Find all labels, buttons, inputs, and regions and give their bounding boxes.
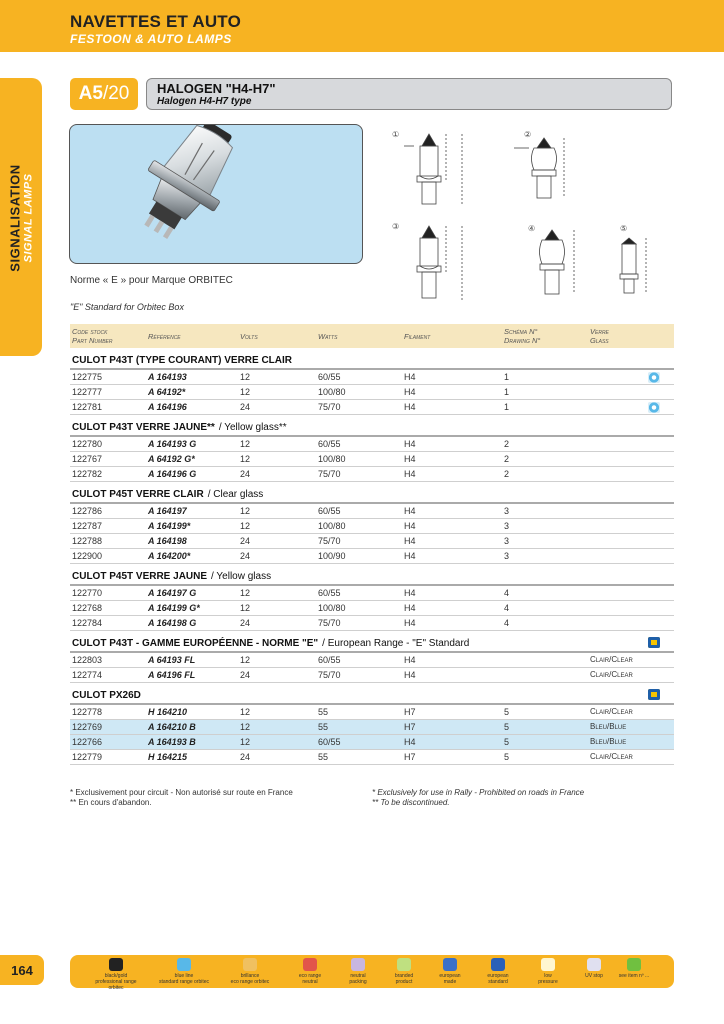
filament-cell: H4 xyxy=(404,521,416,531)
brillance-icon xyxy=(243,958,257,971)
section-title: CULOT P43T (TYPE COURANT) VERRE CLAIR xyxy=(72,355,293,366)
legend-label-2: standard xyxy=(488,979,508,985)
legend-label-2: standard range orbitec xyxy=(158,979,210,985)
drawing-number-cell: 1 xyxy=(504,402,510,412)
watts-cell: 75/70 xyxy=(318,536,341,546)
table-row xyxy=(70,653,674,668)
reference-cell: H 164215 xyxy=(148,752,188,762)
table-row xyxy=(70,467,674,482)
table-row xyxy=(70,504,674,519)
section-header xyxy=(70,564,674,586)
watts-cell: 100/80 xyxy=(318,387,346,397)
page-title: NAVETTES ET AUTO xyxy=(70,12,242,31)
drawing-number-cell: 2 xyxy=(504,469,510,479)
side-tab-sublabel: SIGNAL LAMPS xyxy=(22,173,35,263)
section-title: CULOT P45T VERRE JAUNE xyxy=(72,571,208,582)
part-number-cell: 122786 xyxy=(72,506,103,516)
part-number-cell: 122770 xyxy=(72,588,103,598)
part-number-cell: 122784 xyxy=(72,618,103,628)
table-header xyxy=(70,324,674,348)
legend-label-1: eco range xyxy=(298,973,322,979)
drawing-number-2: ② xyxy=(524,130,532,139)
drawing-number-cell: 3 xyxy=(504,506,510,516)
blueline-icon xyxy=(177,958,191,971)
table-row xyxy=(70,370,674,385)
legend-label-2: made xyxy=(443,979,457,985)
reference-cell: A 164193 xyxy=(148,372,187,382)
norm-text-en: "E" Standard for Orbitec Box xyxy=(70,302,184,312)
legend-label-2: neutral xyxy=(302,979,318,985)
table-body xyxy=(70,348,674,765)
volts-cell: 12 xyxy=(240,707,251,717)
watts-cell: 60/55 xyxy=(318,737,341,747)
drawing-number-5: ⑤ xyxy=(620,224,628,233)
header-ref: Référence xyxy=(148,332,181,341)
part-number-cell: 122779 xyxy=(72,752,103,762)
section-title: CULOT P45T VERRE CLAIR xyxy=(72,489,204,500)
drawing-number-3: ③ xyxy=(392,222,400,231)
header-drawing-en: Drawing N° xyxy=(504,336,541,345)
reference-cell: A 64192* xyxy=(148,387,186,397)
part-number-cell: 122767 xyxy=(72,454,103,464)
glass-cell: Bleu/Blue xyxy=(590,737,627,746)
part-number-cell: 122766 xyxy=(72,737,103,747)
drawing-number-cell: 2 xyxy=(504,454,510,464)
table-row xyxy=(70,668,674,683)
section-title: CULOT P43T - GAMME EUROPÉENNE - NORME "E" xyxy=(72,638,319,649)
legend-item xyxy=(470,958,526,985)
volts-cell: 24 xyxy=(240,551,251,561)
legend-label-1: black/gold xyxy=(104,973,128,979)
filament-cell: H7 xyxy=(404,722,416,732)
low-icon xyxy=(541,958,555,971)
filament-cell: H4 xyxy=(404,454,416,464)
technical-drawing-diagram xyxy=(384,126,674,306)
blue-line-icon xyxy=(648,372,660,383)
watts-cell: 75/70 xyxy=(318,618,341,628)
product-title-bar xyxy=(146,78,672,110)
table-row xyxy=(70,705,674,720)
legend-label-1: see item nº ... xyxy=(618,973,650,979)
watts-cell: 55 xyxy=(318,752,329,762)
halogen-bulb-image xyxy=(70,125,363,264)
watts-cell: 100/90 xyxy=(318,551,346,561)
part-number-cell: 122769 xyxy=(72,722,103,732)
drawing-number-cell: 2 xyxy=(504,439,510,449)
glass-cell: Clair/Clear xyxy=(590,655,633,664)
filament-cell: H4 xyxy=(404,551,416,561)
watts-cell: 60/55 xyxy=(318,439,341,449)
filament-cell: H4 xyxy=(404,439,416,449)
watts-cell: 100/80 xyxy=(318,521,346,531)
table-row xyxy=(70,586,674,601)
code-slash: / xyxy=(102,83,109,104)
watts-cell: 60/55 xyxy=(318,372,341,382)
filament-cell: H4 xyxy=(404,372,416,382)
header-drawing-fr: Schéma N° xyxy=(504,327,538,336)
legend-item xyxy=(88,958,144,991)
volts-cell: 12 xyxy=(240,439,251,449)
legend-label-2: pressure xyxy=(538,979,558,985)
volts-cell: 12 xyxy=(240,387,251,397)
section-title: CULOT PX26D xyxy=(72,690,141,701)
filament-cell: H4 xyxy=(404,655,416,665)
filament-cell: H4 xyxy=(404,506,416,516)
reference-cell: A 64196 FL xyxy=(148,670,196,680)
table-row xyxy=(70,534,674,549)
volts-cell: 24 xyxy=(240,670,251,680)
eco-icon xyxy=(303,958,317,971)
volts-cell: 24 xyxy=(240,469,251,479)
technical-drawings xyxy=(384,126,674,306)
section-title: CULOT P43T VERRE JAUNE** xyxy=(72,422,215,433)
section-header xyxy=(70,631,674,653)
page-subtitle: FESTOON & AUTO LAMPS xyxy=(70,32,232,46)
legend-item xyxy=(606,958,662,979)
drawing-number-cell: 1 xyxy=(504,387,510,397)
volts-cell: 12 xyxy=(240,506,251,516)
note-en-2: ** To be discontinued. xyxy=(372,798,450,807)
header-filament: Filament xyxy=(404,332,431,341)
header-band xyxy=(0,0,724,52)
reference-cell: A 164193 B xyxy=(148,737,196,747)
reference-cell: H 164210 xyxy=(148,707,188,717)
reference-cell: A 164198 xyxy=(148,536,187,546)
watts-cell: 100/80 xyxy=(318,454,346,464)
uv-icon xyxy=(587,958,601,971)
reference-cell: A 64193 FL xyxy=(148,655,196,665)
part-number-cell: 122774 xyxy=(72,670,103,680)
section-header xyxy=(70,482,674,504)
part-number-cell: 122803 xyxy=(72,655,103,665)
drawing-number-cell: 4 xyxy=(504,603,510,613)
table-row xyxy=(70,601,674,616)
legend-label-2: product xyxy=(395,979,413,985)
filament-cell: H4 xyxy=(404,536,416,546)
volts-cell: 24 xyxy=(240,402,251,412)
volts-cell: 24 xyxy=(240,752,251,762)
volts-cell: 12 xyxy=(240,454,251,464)
filament-cell: H7 xyxy=(404,707,416,717)
part-number-cell: 122778 xyxy=(72,707,103,717)
part-number-cell: 122781 xyxy=(72,402,103,412)
header-code-fr: Code stock xyxy=(72,327,108,336)
volts-cell: 12 xyxy=(240,737,251,747)
watts-cell: 75/70 xyxy=(318,670,341,680)
neutral-icon xyxy=(351,958,365,971)
part-number-cell: 122780 xyxy=(72,439,103,449)
watts-cell: 55 xyxy=(318,722,329,732)
glass-cell: Bleu/Blue xyxy=(590,722,627,731)
side-tab-label: SIGNALISATION xyxy=(7,164,23,272)
volts-cell: 24 xyxy=(240,536,251,546)
filament-cell: H4 xyxy=(404,469,416,479)
reference-cell: A 164193 G xyxy=(148,439,197,449)
legend-item xyxy=(222,958,278,985)
european-standard-icon xyxy=(648,637,660,648)
note-fr-1: * Exclusivement pour circuit - Non autorisé sur route en France xyxy=(70,788,293,797)
reference-cell: A 164196 xyxy=(148,402,187,412)
header-watts: Watts xyxy=(318,332,338,341)
product-photo xyxy=(69,124,363,264)
table-row xyxy=(70,400,674,415)
header-glass-fr: Verre xyxy=(590,327,609,336)
filament-cell: H4 xyxy=(404,402,416,412)
reference-cell: A 164197 xyxy=(148,506,187,516)
product-code-suffix: 20 xyxy=(108,83,130,104)
eurostd-icon xyxy=(491,958,505,971)
reference-cell: A 64192 G* xyxy=(148,454,195,464)
drawing-number-cell: 5 xyxy=(504,737,510,747)
drawing-number-cell: 5 xyxy=(504,707,510,717)
drawing-number-cell: 5 xyxy=(504,752,510,762)
header-volts: Volts xyxy=(240,332,258,341)
filament-cell: H7 xyxy=(404,752,416,762)
section-title-en: / Yellow glass xyxy=(211,571,272,582)
item-icon xyxy=(627,958,641,971)
european-standard-icon xyxy=(648,689,660,700)
reference-cell: A 164198 G xyxy=(148,618,197,628)
glass-cell: Clair/Clear xyxy=(590,670,633,679)
note-en-1: * Exclusively for use in Rally - Prohibited on roads in France xyxy=(372,788,585,797)
part-number-cell: 122787 xyxy=(72,521,103,531)
reference-cell: A 164196 G xyxy=(148,469,197,479)
product-code-prefix: A5 xyxy=(78,83,103,104)
filament-cell: H4 xyxy=(404,670,416,680)
watts-cell: 60/55 xyxy=(318,588,341,598)
header-code-en: Part Number xyxy=(72,336,113,345)
table-row xyxy=(70,452,674,467)
note-fr-2: ** En cours d'abandon. xyxy=(70,798,152,807)
branded-icon xyxy=(397,958,411,971)
drawing-number-1: ① xyxy=(392,130,400,139)
legend-label-1: neutral xyxy=(350,973,366,979)
legend-label-1: blue line xyxy=(174,973,194,979)
legend-label-2: eco range orbitec xyxy=(230,979,270,985)
filament-cell: H4 xyxy=(404,588,416,598)
volts-cell: 12 xyxy=(240,521,251,531)
product-table xyxy=(70,324,674,765)
volts-cell: 12 xyxy=(240,588,251,598)
product-code-badge xyxy=(70,78,138,110)
section-title-en: / Yellow glass** xyxy=(218,422,287,433)
filament-cell: H4 xyxy=(404,737,416,747)
legend-label-1: european xyxy=(487,973,509,979)
table-row xyxy=(70,735,674,750)
watts-cell: 60/55 xyxy=(318,655,341,665)
drawing-number-cell: 5 xyxy=(504,722,510,732)
page-number: 164 xyxy=(0,955,44,985)
legend-label-2: packing xyxy=(349,979,367,985)
side-tab xyxy=(0,78,42,356)
notes-en xyxy=(372,788,584,808)
glass-cell: Clair/Clear xyxy=(590,707,633,716)
legend-label-1: brillance xyxy=(240,973,260,979)
legend-label-2: professional range orbitec xyxy=(95,979,137,991)
filament-cell: H4 xyxy=(404,387,416,397)
reference-cell: A 164210 B xyxy=(148,722,196,732)
reference-cell: A 164200* xyxy=(148,551,191,561)
table-row xyxy=(70,437,674,452)
section-title-en: / Clear glass xyxy=(207,489,264,500)
drawing-number-cell: 3 xyxy=(504,551,510,561)
part-number-cell: 122782 xyxy=(72,469,103,479)
table-row xyxy=(70,750,674,765)
reference-cell: A 164199 G* xyxy=(148,603,200,613)
drawing-number-cell: 4 xyxy=(504,588,510,598)
section-header xyxy=(70,348,674,370)
drawing-number-cell: 3 xyxy=(504,536,510,546)
watts-cell: 100/80 xyxy=(318,603,346,613)
part-number-cell: 122900 xyxy=(72,551,103,561)
filament-cell: H4 xyxy=(404,603,416,613)
legend-label-1: branded xyxy=(394,973,414,979)
volts-cell: 12 xyxy=(240,655,251,665)
part-number-cell: 122775 xyxy=(72,372,103,382)
legend-item xyxy=(156,958,212,985)
watts-cell: 55 xyxy=(318,707,329,717)
reference-cell: A 164199* xyxy=(148,521,191,531)
watts-cell: 75/70 xyxy=(318,402,341,412)
volts-cell: 12 xyxy=(240,722,251,732)
volts-cell: 12 xyxy=(240,603,251,613)
glass-cell: Clair/Clear xyxy=(590,752,633,761)
blue-line-icon xyxy=(648,402,660,413)
watts-cell: 60/55 xyxy=(318,506,341,516)
section-header xyxy=(70,415,674,437)
table-row xyxy=(70,549,674,564)
blackgold-icon xyxy=(109,958,123,971)
legend-bar xyxy=(70,955,674,991)
drawing-number-cell: 1 xyxy=(504,372,510,382)
legend-label-1: low xyxy=(544,973,552,979)
section-title-en: / European Range - "E" Standard xyxy=(322,638,470,649)
product-subtitle: Halogen H4-H7 type xyxy=(157,96,252,107)
notes-fr xyxy=(70,788,293,808)
volts-cell: 24 xyxy=(240,618,251,628)
european-icon xyxy=(443,958,457,971)
header-glass-en: Glass xyxy=(590,336,609,345)
drawing-number-4: ④ xyxy=(528,224,536,233)
drawing-number-cell: 4 xyxy=(504,618,510,628)
product-title: HALOGEN "H4-H7" xyxy=(157,81,276,96)
table-row xyxy=(70,519,674,534)
drawing-number-cell: 3 xyxy=(504,521,510,531)
part-number-cell: 122777 xyxy=(72,387,103,397)
part-number-cell: 122768 xyxy=(72,603,103,613)
table-row xyxy=(70,616,674,631)
legend-label-1: european xyxy=(439,973,461,979)
legend-label-1: UV stop xyxy=(585,973,603,979)
volts-cell: 12 xyxy=(240,372,251,382)
filament-cell: H4 xyxy=(404,618,416,628)
norm-text: Norme « E » pour Marque ORBITEC xyxy=(70,275,233,286)
watts-cell: 75/70 xyxy=(318,469,341,479)
section-header xyxy=(70,683,674,705)
part-number-cell: 122788 xyxy=(72,536,103,546)
table-row xyxy=(70,385,674,400)
reference-cell: A 164197 G xyxy=(148,588,197,598)
table-row xyxy=(70,720,674,735)
